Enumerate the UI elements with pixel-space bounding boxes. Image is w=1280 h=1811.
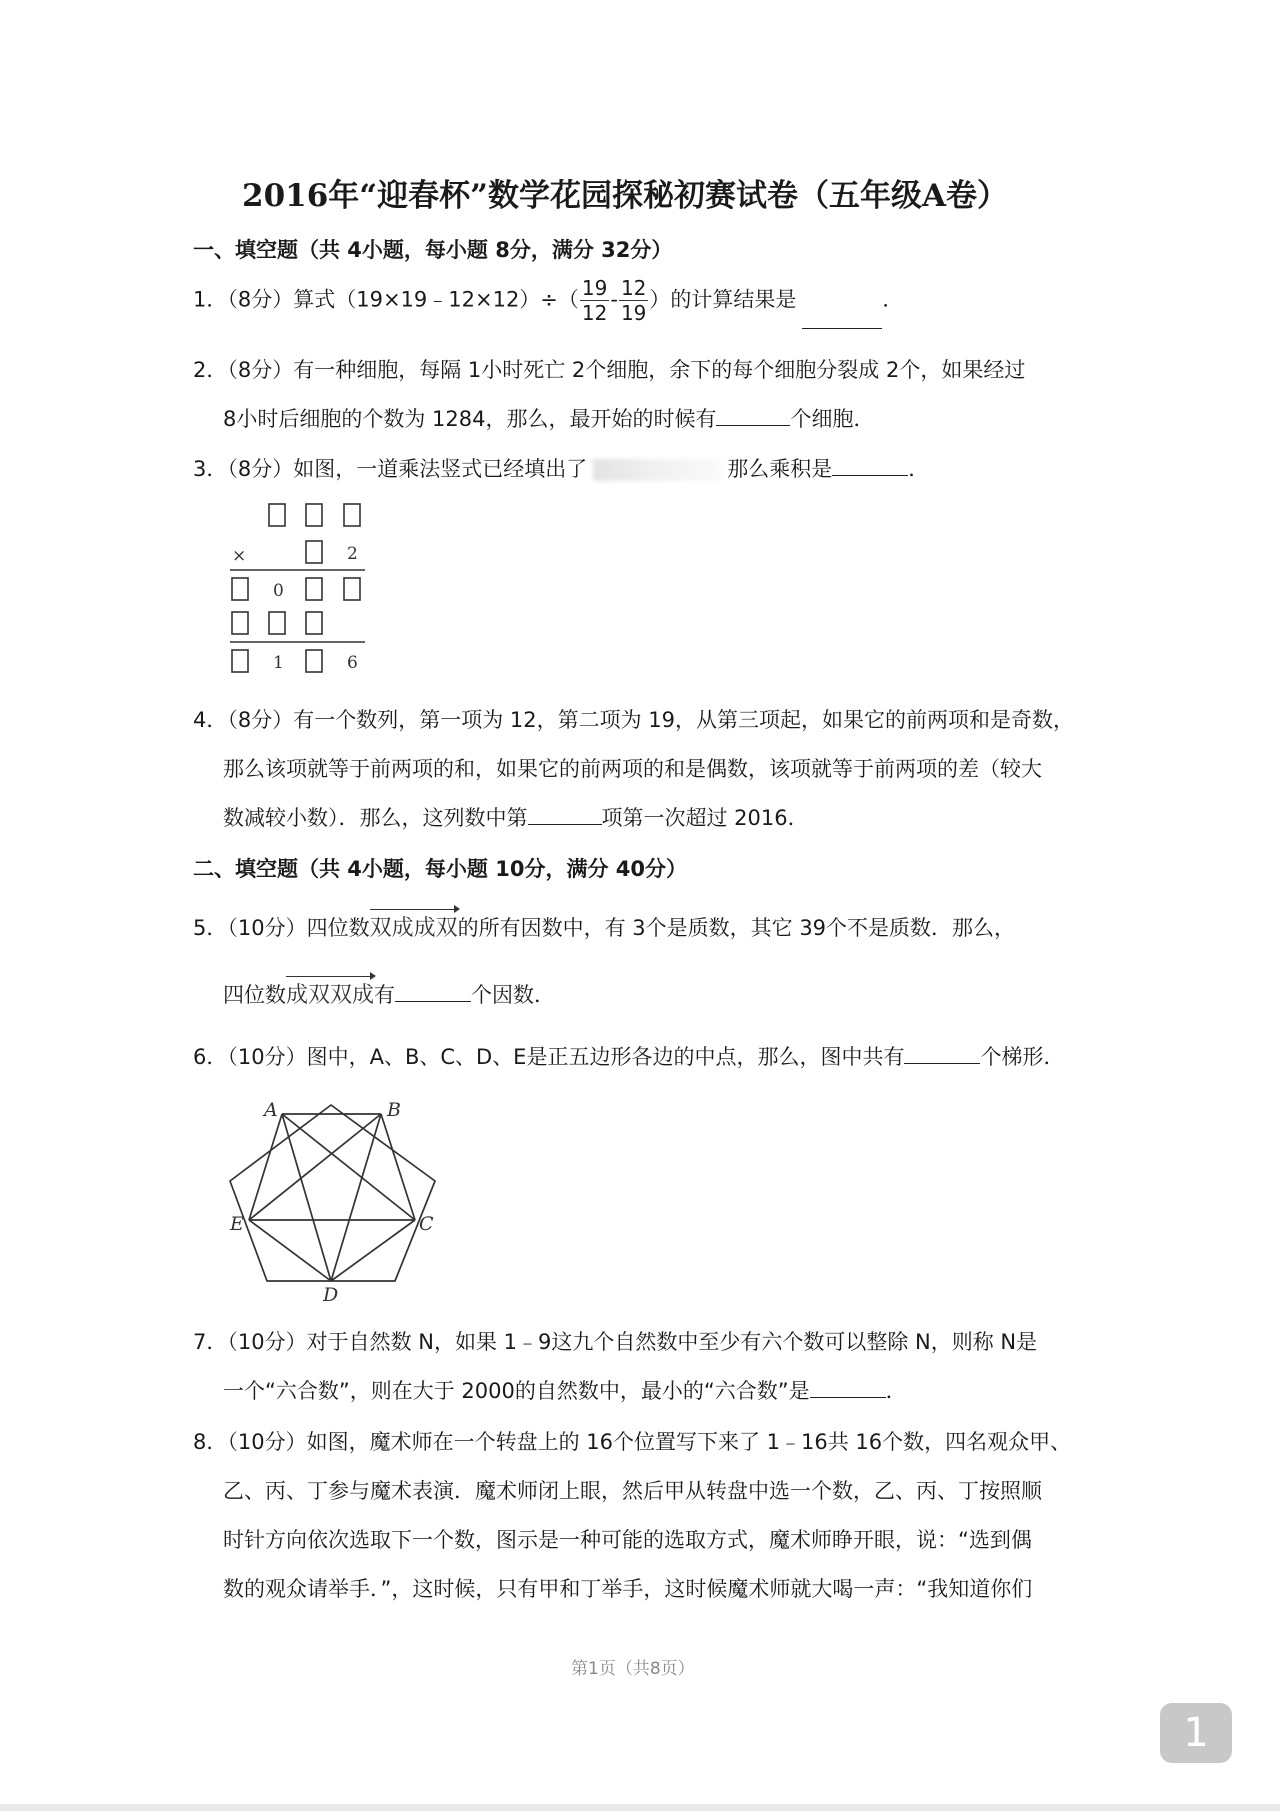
- q3-text-b: 那么乘积是: [727, 457, 833, 482]
- q5-text-a: 5．（10分）四位数: [193, 916, 370, 940]
- question-2-line-2: [223, 403, 874, 433]
- question-7-line-2: [223, 1375, 907, 1405]
- frac2-numerator: 12: [620, 276, 647, 300]
- q1-text-suffix: ）的计算结果是: [649, 287, 797, 312]
- question-3-line-1: [193, 453, 929, 483]
- digit-box: [232, 612, 248, 634]
- segment-AD: [282, 1114, 331, 1281]
- q4-text-a: 数减较小数）．那么，这列数中第: [223, 806, 528, 831]
- blurred-region: [593, 459, 721, 481]
- answer-blank-7[interactable]: [810, 1375, 886, 1398]
- label-E: E: [230, 1213, 244, 1235]
- pentagon-figure: [220, 1095, 450, 1305]
- question-8-line-4: 数的观众请举手．”，这时候，只有甲和丁举手，这时候魔术师就大喝一声：“我知道你们: [223, 1577, 1033, 1601]
- minus-sign: -: [610, 287, 618, 312]
- answer-blank-2[interactable]: [716, 403, 790, 426]
- digit-box: [269, 612, 285, 634]
- multiplication-figure: [220, 498, 370, 680]
- q7-text-b: ．: [885, 1379, 907, 1404]
- q1-text-prefix: 1．（8分）算式（19×19﹣12×12）÷（: [193, 287, 579, 312]
- question-4-line-3: [223, 802, 809, 832]
- answer-blank-4[interactable]: [528, 802, 602, 825]
- q1-end: ．: [882, 287, 904, 312]
- question-2-line-1: 2．（8分）有一种细胞，每隔 1小时死亡 2个细胞，余下的每个细胞分裂成 2个，如果经过: [193, 358, 1026, 382]
- fraction-12-over-19: [619, 278, 648, 323]
- page-number-badge[interactable]: 1: [1160, 1703, 1232, 1763]
- q2-text-a: 8小时后细胞的个数为 1284，那么，最开始的时候有: [223, 407, 717, 432]
- q5-text-c: 四位数: [223, 983, 286, 1007]
- digit-box: [306, 650, 322, 672]
- digit-box: [269, 504, 285, 526]
- digit-2: 2: [347, 544, 358, 564]
- label-A: A: [264, 1099, 278, 1121]
- digit-box: [344, 578, 360, 600]
- frac2-denominator: 19: [620, 301, 647, 325]
- question-4-line-1: 4．（8分）有一个数列，第一项为 12，第二项为 19，从第三项起，如果它的前两项和是奇数，: [193, 708, 1075, 732]
- segment-CD: [331, 1220, 415, 1281]
- frac1-numerator: 19: [581, 276, 608, 300]
- pentagon-outline: [230, 1105, 435, 1281]
- page-footer: 第1页（共8页）: [571, 1659, 695, 1679]
- frac1-denominator: 12: [581, 301, 608, 325]
- fraction-19-over-12: [580, 278, 609, 323]
- q5-text-e: 个因数．: [471, 983, 556, 1007]
- segment-BC: [381, 1114, 415, 1220]
- question-7-line-1: 7．（10分）对于自然数 N，如果 1﹣9这九个自然数中至少有六个数可以整除 N，则称 N是: [193, 1330, 1038, 1354]
- q3-text-a: 3．（8分）如图，一道乘法竖式已经填出了: [193, 457, 588, 482]
- q7-text-a: 一个“六合数”，则在大于 2000的自然数中，最小的“六合数”是: [223, 1379, 810, 1404]
- q6-text-a: 6．（10分）图中，A、B、C、D、E是正五边形各边的中点，那么，图中共有: [193, 1045, 905, 1070]
- segment-BD: [331, 1114, 381, 1281]
- question-5-line-1: [193, 911, 1015, 942]
- digit-box: [306, 612, 322, 634]
- page-title: 2016年“迎春杯”数学花园探秘初赛试卷（五年级A卷）: [242, 178, 1008, 214]
- times-sign: ×: [232, 546, 247, 566]
- answer-blank-1[interactable]: [802, 305, 882, 328]
- question-8-line-3: 时针方向依次选取下一个数，图示是一种可能的选取方式，魔术师睁开眼，说：“选到偶: [223, 1528, 1032, 1552]
- digit-0: 0: [273, 581, 284, 601]
- digit-box: [306, 504, 322, 526]
- question-5-line-2: [223, 978, 555, 1009]
- label-C: C: [419, 1213, 434, 1235]
- label-D: D: [323, 1284, 339, 1305]
- digit-6: 6: [347, 653, 358, 673]
- segment-BE: [249, 1114, 381, 1220]
- overlined-number-1: 双成成双: [370, 911, 458, 942]
- digit-box: [306, 541, 322, 563]
- digit-box: [306, 578, 322, 600]
- q6-text-b: 个梯形．: [980, 1045, 1065, 1070]
- q4-text-b: 项第一次超过 2016．: [601, 806, 809, 831]
- segment-AC: [282, 1114, 415, 1220]
- digit-1: 1: [273, 653, 284, 673]
- digit-box: [344, 504, 360, 526]
- segment-AE: [249, 1114, 282, 1220]
- q5-text-d: 有: [374, 983, 396, 1007]
- question-1: [193, 278, 903, 323]
- answer-blank-6[interactable]: [904, 1041, 980, 1064]
- question-4-line-2: 那么该项就等于前两项的和，如果它的前两项的和是偶数，该项就等于前两项的差（较大: [223, 757, 1042, 781]
- segment-DE: [249, 1220, 331, 1281]
- label-B: B: [387, 1099, 401, 1121]
- overlined-number-2: 成双双成: [286, 978, 374, 1009]
- answer-blank-5[interactable]: [395, 979, 471, 1002]
- question-8-line-1: 8．（10分）如图，魔术师在一个转盘上的 16个位置写下来了 1﹣16共 16个数，四名观众甲、: [193, 1430, 1072, 1454]
- answer-blank-3[interactable]: [832, 453, 908, 476]
- q5-text-b: 的所有因数中，有 3个是质数，其它 39个不是质数．那么，: [457, 916, 1016, 940]
- bottom-divider: [0, 1804, 1280, 1811]
- question-8-line-2: 乙、丙、丁参与魔术表演．魔术师闭上眼，然后甲从转盘中选一个数，乙、丙、丁按照顺: [223, 1479, 1042, 1503]
- q3-end: ．: [908, 457, 930, 482]
- question-6-line-1: [193, 1041, 1064, 1071]
- q2-text-b: 个细胞．: [790, 407, 875, 432]
- section-heading-1: 一、填空题（共 4小题，每小题 8分，满分 32分）: [193, 238, 673, 262]
- digit-box: [232, 578, 248, 600]
- digit-box: [232, 650, 248, 672]
- section-heading-2: 二、填空题（共 4小题，每小题 10分，满分 40分）: [193, 857, 687, 881]
